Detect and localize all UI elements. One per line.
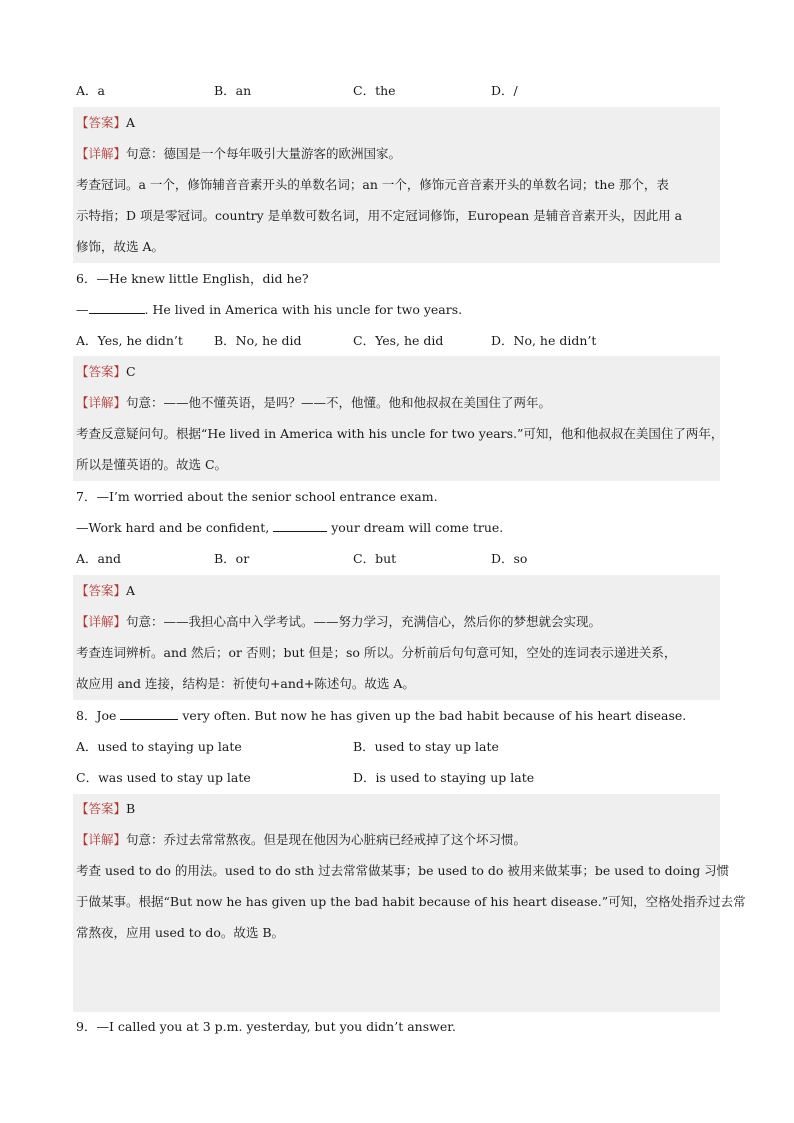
detail-text: 句意：乔过去常常熬夜。但是现在他因为心脏病已经戒掉了这个坏习惯。	[126, 832, 527, 847]
q8-detail-line1	[76, 830, 526, 850]
q5-option-c: C．the	[353, 83, 396, 98]
q7-option-a: A．and	[76, 551, 122, 566]
answer-blank	[89, 301, 145, 314]
detail-text: 句意：——我担心高中入学考试。——努力学习，充满信心，然后你的梦想就会实现。	[126, 614, 602, 629]
answer-tag: 【答案】	[76, 364, 127, 379]
q5-option-b: B．an	[214, 83, 252, 98]
q7-answer	[76, 581, 135, 601]
q8-option-b: B．used to stay up late	[353, 739, 499, 754]
detail-tag: 【详解】	[76, 146, 127, 161]
q5-detail-line2: 考查冠词。a 一个，修饰辅音音素开头的单数名词；an 一个，修饰元音音素开头的单数名词；the 那个，表	[76, 177, 669, 192]
q7-detail-line1	[76, 612, 601, 632]
stem-suffix: very often. But now he has given up the bad habit because of his heart disease.	[182, 708, 687, 723]
q7-stem-line1: 7．—I’m worried about the senior school entrance exam.	[76, 489, 438, 504]
q9-stem-line1: 9．—I called you at 3 p.m. yesterday, but you didn’t answer.	[76, 1019, 456, 1034]
q6-detail-line1	[76, 393, 551, 413]
q6-option-c: C．Yes, he did	[353, 333, 444, 348]
q8-option-c: C．was used to stay up late	[76, 770, 251, 785]
answer-tag: 【答案】	[76, 801, 127, 816]
q6-option-a: A．Yes, he didn’t	[76, 333, 183, 348]
q6-detail-line2: 考查反意疑问句。根据“He lived in America with his uncle for two years.”可知，他和他叔叔在美国住了两年，	[76, 426, 724, 441]
answer-tag: 【答案】	[76, 115, 127, 130]
q8-option-a: A．used to staying up late	[76, 739, 242, 754]
q8-option-d: D．is used to staying up late	[353, 770, 535, 785]
detail-text: 句意：德国是一个每年吸引大量游客的欧洲国家。	[126, 146, 402, 161]
q5-option-a: A．a	[76, 83, 105, 98]
q8-detail-line3: 于做某事。根据“But now he has given up the bad habit because of his heart disease.”可知，空格处指乔过去常	[76, 894, 746, 909]
stem-prefix: —Work hard and be confident,	[76, 520, 270, 535]
stem-prefix: —	[76, 302, 89, 317]
q6-stem-line1: 6．—He knew little English，did he?	[76, 271, 309, 286]
q8-answer	[76, 799, 135, 819]
q7-option-b: B．or	[214, 551, 250, 566]
q7-option-c: C．but	[353, 551, 397, 566]
q8-stem	[76, 706, 686, 726]
answer-value: A	[126, 115, 136, 130]
answer-blank	[120, 707, 178, 720]
stem-suffix: your dream will come true.	[331, 520, 504, 535]
answer-value: C	[126, 364, 136, 379]
detail-tag: 【详解】	[76, 395, 127, 410]
q7-stem-line2	[76, 518, 503, 538]
q5-detail-line4: 修饰，故选 A。	[76, 239, 165, 254]
answer-tag: 【答案】	[76, 583, 127, 598]
answer-blank	[273, 519, 327, 532]
stem-suffix: . He lived in America with his uncle for two years.	[144, 302, 463, 317]
stem-prefix: 8．Joe	[76, 708, 117, 723]
q6-option-d: D．No, he didn’t	[491, 333, 597, 348]
q7-detail-line3: 故应用 and 连接，结构是：祈使句+and+陈述句。故选 A。	[76, 676, 415, 691]
q5-detail-line3: 示特指；D 项是零冠词。country 是单数可数名词，用不定冠词修饰，European 是辅音音素开头，因此用 a	[76, 208, 683, 223]
q6-option-b: B．No, he did	[214, 333, 302, 348]
q6-stem-line2	[76, 300, 462, 320]
q8-detail-line2: 考查 used to do 的用法。used to do sth 过去常常做某事；be used to do 被用来做某事；be used to doing 习惯	[76, 863, 730, 878]
detail-tag: 【详解】	[76, 832, 127, 847]
q6-answer	[76, 362, 136, 382]
q8-detail-line4: 常熬夜，应用 used to do。故选 B。	[76, 925, 285, 940]
detail-tag: 【详解】	[76, 614, 127, 629]
q5-detail-line1	[76, 144, 401, 164]
q7-detail-line2: 考查连词辨析。and 然后；or 否则；but 但是；so 所以。分析前后句句意可知，空处的连词表示递进关系，	[76, 645, 677, 660]
q7-option-d: D．so	[491, 551, 528, 566]
q6-detail-line3: 所以是懂英语的。故选 C。	[76, 457, 228, 472]
q5-option-d: D．/	[491, 83, 518, 98]
answer-value: A	[126, 583, 136, 598]
q5-answer	[76, 113, 135, 133]
answer-value: B	[126, 801, 136, 816]
detail-text: 句意：——他不懂英语，是吗？——不，他懂。他和他叔叔在美国住了两年。	[126, 395, 552, 410]
